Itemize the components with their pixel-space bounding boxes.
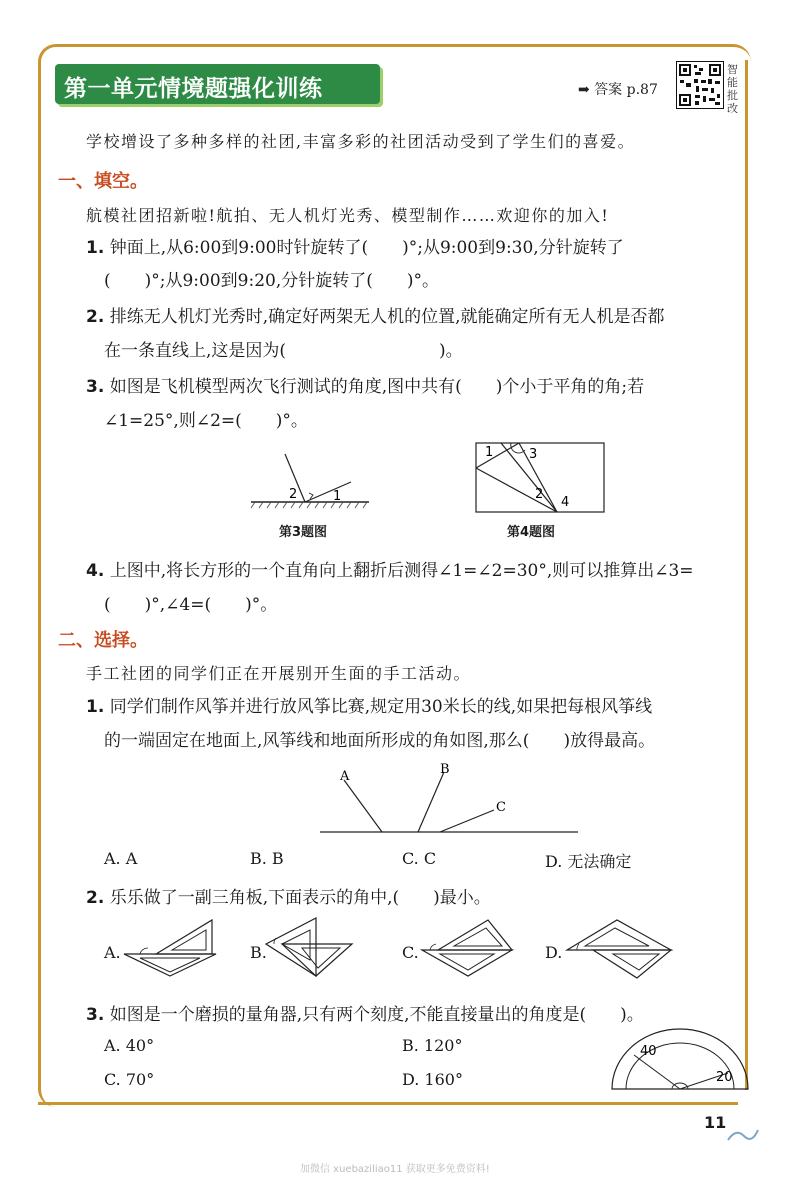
section-1-intro: 航模社团招新啦!航拍、无人机灯光秀、模型制作……欢迎你的加入! — [86, 206, 610, 225]
s2-q3-option-b[interactable]: B. 120° — [402, 1036, 463, 1055]
s1-q4-line2: ( )°,∠4=( )°。 — [104, 595, 278, 615]
s2-q2-option-a[interactable]: A. — [104, 943, 121, 962]
s2-q2-option-b[interactable]: B. — [250, 943, 267, 962]
s1-q3-line1: 3. 如图是飞机模型两次飞行测试的角度,图中共有( )个小于平角的角;若 — [86, 377, 645, 397]
decorative-wave-icon — [726, 1124, 760, 1144]
page-number: 11 — [704, 1113, 727, 1132]
answer-reference: ➡ 答案 p.87 — [578, 82, 658, 98]
s1-q1-line2: ( )°;从9:00到9:20,分针旋转了( )°。 — [104, 271, 440, 291]
s2-q2-line1: 2. 乐乐做了一副三角板,下面表示的角中,( )最小。 — [86, 888, 491, 908]
watermark-text: 加微信 xuebaziliao11 获取更多免费资料! — [300, 1164, 490, 1175]
set-square-a-diagram — [120, 918, 220, 982]
s1-q4-line1: 4. 上图中,将长方形的一个直角向上翻折后测得∠1=∠2=30°,则可以推算出∠3= — [86, 561, 694, 581]
fig3-label-1: 1 — [333, 489, 342, 504]
protractor-label-20: 20 — [716, 1070, 733, 1085]
s2-q1-option-a[interactable]: A. A — [104, 849, 138, 868]
section-2-intro: 手工社团的同学们正在开展别开生面的手工活动。 — [86, 664, 472, 683]
fig4-label-2: 2 — [535, 487, 544, 502]
kite-angles-diagram — [320, 760, 580, 836]
fig4-label-3: 3 — [529, 447, 538, 462]
set-square-c-diagram — [418, 916, 518, 980]
s1-q2-line2: 在一条直线上,这是因为( )。 — [104, 341, 463, 361]
s2-q1-option-b[interactable]: B. B — [250, 849, 284, 868]
frame-bottom-border — [38, 1102, 738, 1105]
s1-q2-line1: 2. 排练无人机灯光秀时,确定好两架无人机的位置,就能确定所有无人机是否都 — [86, 307, 665, 327]
protractor-diagram — [610, 1027, 750, 1093]
s2-q1-option-c[interactable]: C. C — [402, 849, 437, 868]
s2-q3-line1: 3. 如图是一个磨损的量角器,只有两个刻度,不能直接量出的角度是( )。 — [86, 1005, 644, 1025]
s2-q1-line1: 1. 同学们制作风筝并进行放风筝比赛,规定用30米长的线,如果把每根风筝线 — [86, 697, 653, 717]
figure-4-caption: 第4题图 — [507, 525, 556, 540]
s2-q2-option-c[interactable]: C. — [402, 943, 419, 962]
s2-q1-option-d[interactable]: D. 无法确定 — [545, 852, 632, 871]
s1-q1-line1: 1. 钟面上,从6:00到9:00时针旋转了( )°;从9:00到9:30,分针旋转了 — [86, 238, 624, 258]
s2-q3-option-d[interactable]: D. 160° — [402, 1070, 463, 1089]
figure-4-diagram — [475, 442, 615, 514]
protractor-label-40: 40 — [640, 1044, 657, 1059]
smart-grading-label: 智 能 批 改 — [727, 63, 738, 115]
s2-q3-option-a[interactable]: A. 40° — [104, 1036, 155, 1055]
kite-label-b: B — [440, 762, 450, 777]
fig4-label-4: 4 — [561, 495, 570, 510]
set-square-b-diagram — [262, 916, 362, 980]
frame-right-border — [745, 60, 748, 1090]
s2-q3-option-c[interactable]: C. 70° — [104, 1070, 155, 1089]
fig3-label-2: 2 — [289, 487, 298, 502]
page-intro: 学校增设了多种多样的社团,丰富多彩的社团活动受到了学生们的喜爱。 — [86, 132, 636, 151]
figure-3-diagram — [247, 452, 377, 512]
section-1-heading: 一、填空。 — [58, 171, 148, 192]
section-2-heading: 二、选择。 — [58, 630, 148, 651]
s2-q2-option-d[interactable]: D. — [545, 943, 563, 962]
figure-3-caption: 第3题图 — [279, 525, 328, 540]
kite-label-c: C — [496, 800, 506, 815]
set-square-d-diagram — [563, 918, 673, 982]
qr-code-icon[interactable] — [676, 61, 724, 109]
kite-label-a: A — [340, 769, 350, 784]
s1-q3-line2: ∠1=25°,则∠2=( )°。 — [104, 411, 308, 431]
s2-q1-line2: 的一端固定在地面上,风筝线和地面所形成的角如图,那么( )放得最高。 — [104, 731, 656, 751]
fig4-label-1: 1 — [485, 445, 494, 460]
page-title: 第一单元情境题强化训练 — [64, 76, 323, 102]
